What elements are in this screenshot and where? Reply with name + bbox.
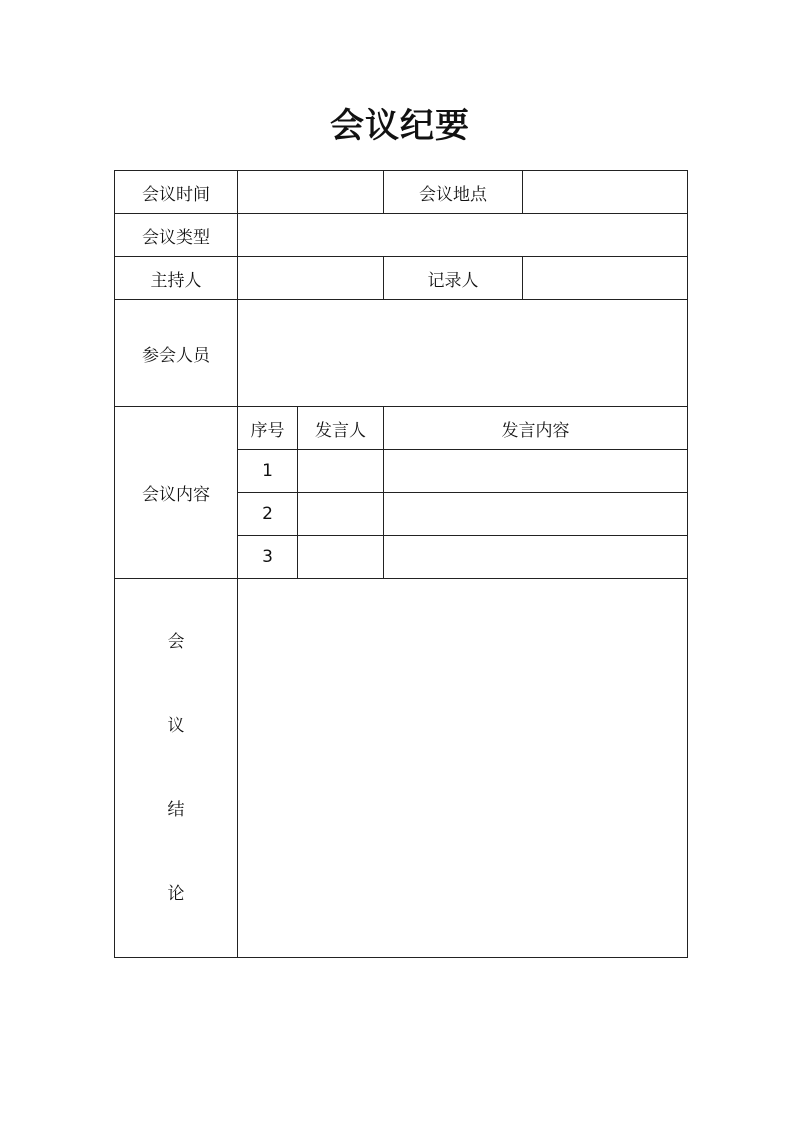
meeting-time-field[interactable] — [238, 171, 384, 214]
content-row-content-field[interactable] — [384, 450, 688, 493]
meeting-place-field[interactable] — [523, 171, 688, 214]
content-row-number: 1 — [238, 450, 298, 493]
recorder-field[interactable] — [523, 257, 688, 300]
content-row-speaker-field[interactable] — [298, 536, 384, 579]
content-header-speaker: 发言人 — [298, 407, 384, 450]
host-field[interactable] — [238, 257, 384, 300]
content-row-number: 2 — [238, 493, 298, 536]
conclusion-label-char: 议 — [167, 716, 185, 736]
content-row-speaker-field[interactable] — [298, 450, 384, 493]
meeting-type-field[interactable] — [238, 214, 688, 257]
meeting-minutes-table — [114, 170, 688, 958]
content-header-number: 序号 — [238, 407, 298, 450]
meeting-time-label: 会议时间 — [115, 171, 238, 214]
conclusion-label-char: 论 — [167, 884, 185, 904]
meeting-place-label: 会议地点 — [384, 171, 523, 214]
attendees-label: 参会人员 — [115, 300, 238, 407]
attendees-field[interactable] — [238, 300, 688, 407]
content-row-content-field[interactable] — [384, 536, 688, 579]
content-header-content: 发言内容 — [384, 407, 688, 450]
meeting-conclusion-label — [115, 579, 238, 958]
content-row-number: 3 — [238, 536, 298, 579]
document-title: 会议纪要 — [330, 106, 470, 146]
host-label: 主持人 — [115, 257, 238, 300]
conclusion-label-char: 会 — [167, 632, 185, 652]
meeting-type-label: 会议类型 — [115, 214, 238, 257]
conclusion-label-char: 结 — [167, 800, 185, 820]
content-row-speaker-field[interactable] — [298, 493, 384, 536]
content-row-content-field[interactable] — [384, 493, 688, 536]
meeting-conclusion-field[interactable] — [238, 579, 688, 958]
recorder-label: 记录人 — [384, 257, 523, 300]
meeting-content-label: 会议内容 — [115, 407, 238, 579]
